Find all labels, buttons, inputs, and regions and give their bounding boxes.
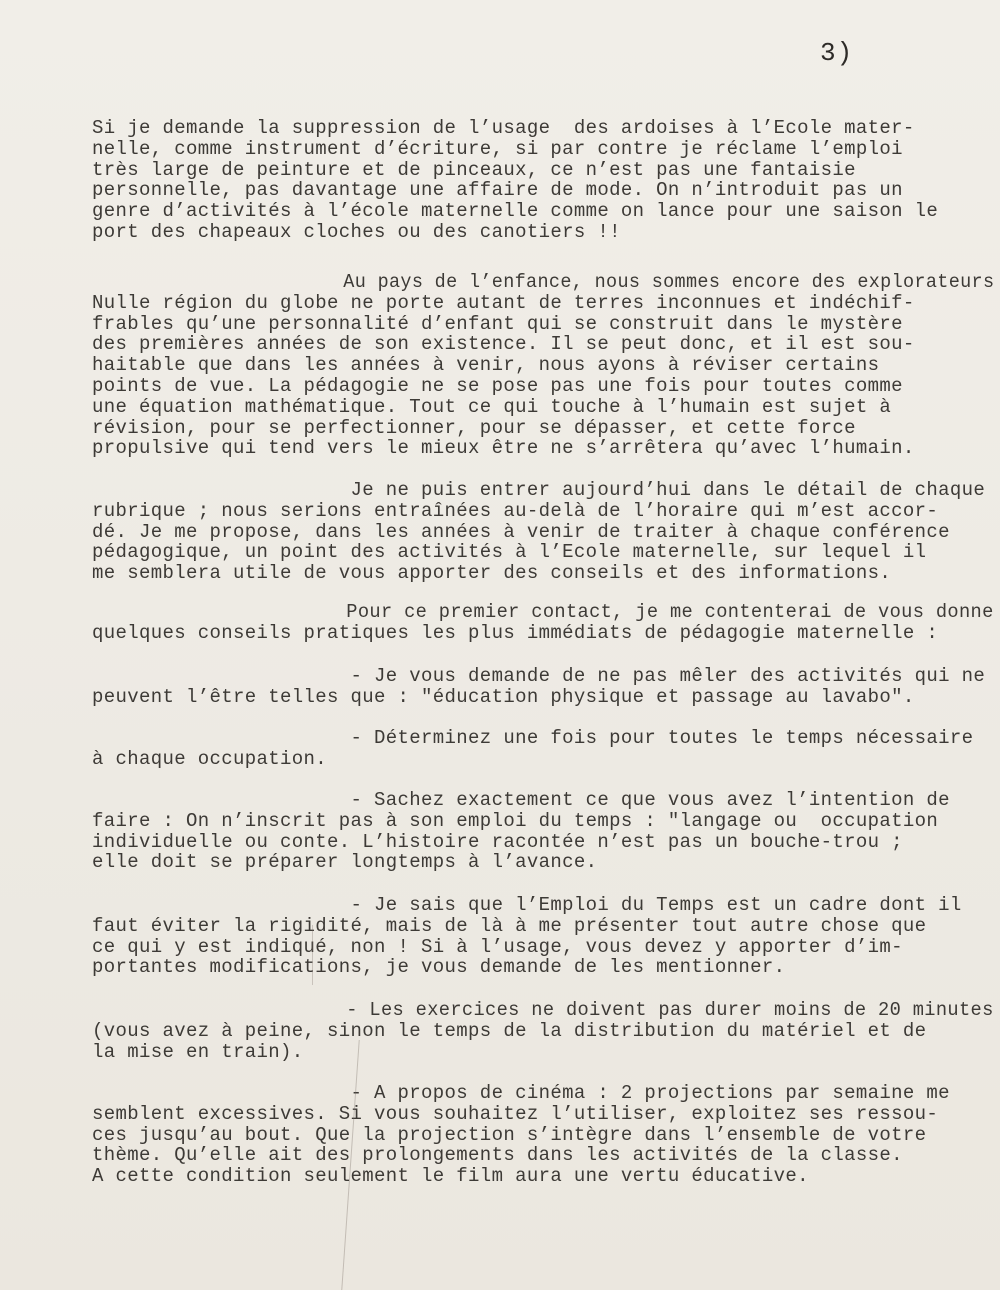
text-line: A cette condition seulement le film aura une vertu éducative. (92, 1165, 809, 1188)
text-line: individuelle ou conte. L’histoire racontée n’est pas un bouche-trou ; (92, 830, 903, 853)
text-line: haitable que dans les années à venir, nous ayons à réviser certains (92, 354, 880, 377)
text-line: frables qu’une personnalité d’enfant qui se construit dans le mystère (92, 312, 903, 335)
text-line: Nulle région du globe ne porte autant de terres inconnues et indéchif- (92, 291, 915, 314)
text-line: rubrique ; nous serions entraînées au-delà de l’horaire qui m’est accor- (92, 499, 939, 522)
text-line: - A propos de cinéma : 2 projections par semaine me (92, 1082, 950, 1104)
text-line: Pour ce premier contact, je me contenterai de vous donne (92, 601, 994, 623)
text-line: ces jusqu’au bout. Que la projection s’intègre dans l’ensemble de votre (92, 1123, 927, 1146)
text-line: semblent excessives. Si vous souhaitez l’utiliser, exploitez ses ressou- (92, 1102, 939, 1125)
text-line: nelle, comme instrument d’écriture, si par contre je réclame l’emploi (92, 137, 903, 160)
text-line: Je ne puis entrer aujourd’hui dans le détail de chaque (92, 479, 986, 501)
text-line: faut éviter la rigidité, mais de là à me présenter tout autre chose que (92, 914, 927, 937)
text-line: thème. Qu’elle ait des prolongements dans les activités de la classe. (92, 1144, 903, 1167)
text-line: Si je demande la suppression de l’usage des ardoises à l’Ecole mater- (92, 117, 915, 139)
text-line: à chaque occupation. (92, 747, 328, 770)
text-line: peuvent l’être telles que : "éducation physique et passage au lavabo". (92, 685, 915, 708)
text-line: personnelle, pas davantage une affaire de mode. On n’introduit pas un (92, 179, 903, 202)
text-line: points de vue. La pédagogie ne se pose pas une fois pour toutes comme (92, 375, 903, 397)
page-number: 3) (820, 38, 854, 68)
text-line: - Je sais que l’Emploi du Temps est un cadre dont il (92, 894, 962, 916)
text-line: pédagogique, un point des activités à l’Ecole maternelle, sur lequel il (92, 541, 927, 564)
text-line: propulsive qui tend vers le mieux être ne s’arrêtera qu’avec l’humain. (92, 437, 915, 460)
text-line: elle doit se préparer longtemps à l’avance. (92, 851, 598, 874)
text-line: des premières années de son existence. Il se peut donc, et il est sou- (92, 333, 915, 356)
text-line: la mise en train). (92, 1040, 304, 1063)
paper-crease-mark (312, 925, 315, 985)
text-line: dé. Je me propose, dans les années à venir de traiter à chaque conférence (92, 520, 950, 543)
text-line: faire : On n’inscrit pas à son emploi du temps : "langage ou occupation (92, 809, 939, 832)
text-line: - Je vous demande de ne pas mêler des activités qui ne (92, 665, 986, 687)
text-line: révision, pour se perfectionner, pour se dépasser, et cette force (92, 416, 856, 439)
text-line: ce qui y est indiqué, non ! Si à l’usage, vous devez y apporter d’im- (92, 935, 903, 958)
text-line: (vous avez à peine, sinon le temps de la distribution du matériel et de (92, 1019, 927, 1042)
text-line: me semblera utile de vous apporter des conseils et des informations. (92, 562, 892, 585)
text-line: - Déterminez une fois pour toutes le temps nécessaire (92, 727, 974, 749)
text-line: une équation mathématique. Tout ce qui touche à l’humain est sujet à (92, 395, 892, 418)
text-line: genre d’activités à l’école maternelle comme on lance pour une saison le (92, 200, 939, 223)
text-line: - Sachez exactement ce que vous avez l’intention de (92, 789, 950, 811)
text-line: quelques conseils pratiques les plus immédiats de pédagogie maternelle : (92, 621, 939, 644)
text-line: port des chapeaux cloches ou des canotiers !! (92, 221, 621, 243)
text-line: Au pays de l’enfance, nous sommes encore des explorateurs (92, 271, 995, 293)
text-line: - Les exercices ne doivent pas durer moins de 20 minutes (92, 999, 994, 1021)
text-line: très large de peinture et de pinceaux, ce n’est pas une fantaisie (92, 158, 856, 181)
text-line: portantes modifications, je vous demande de les mentionner. (92, 956, 786, 979)
